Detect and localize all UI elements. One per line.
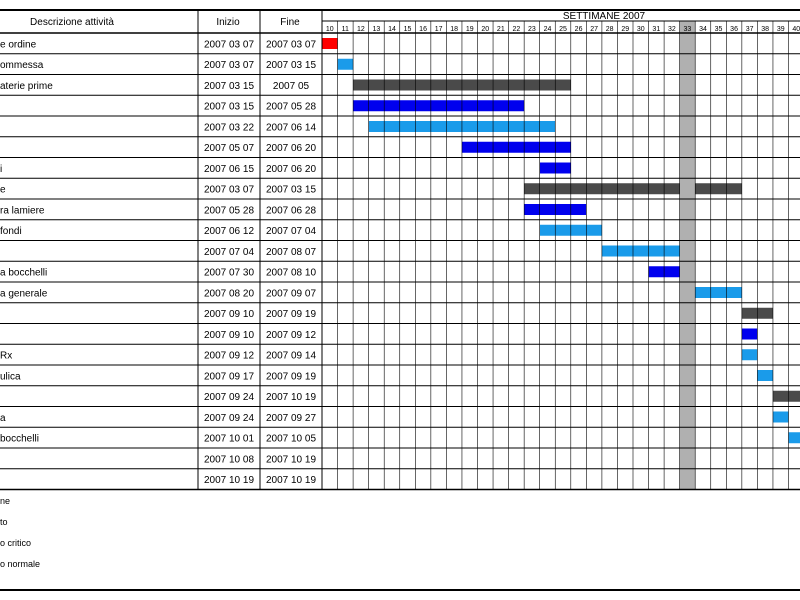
task-description: Rx <box>0 350 13 362</box>
bar-row20 <box>789 432 800 443</box>
task-start-date: 2007 09 17 <box>203 371 255 383</box>
legend-item-normal: o normale <box>0 559 41 569</box>
bar-row8-part2 <box>695 183 742 194</box>
task-description: ulica <box>0 371 21 383</box>
week-tick-label-15: 15 <box>403 26 412 33</box>
week-tick-label-18: 18 <box>450 26 459 33</box>
week-tick-label-20: 20 <box>481 26 490 33</box>
task-description: aterie prime <box>0 80 53 92</box>
task-end-date: 2007 10 19 <box>265 454 317 466</box>
task-end-date: 2007 09 19 <box>265 309 317 321</box>
week-tick-label-31: 31 <box>652 26 661 33</box>
bar-row15 <box>742 329 758 340</box>
week-tick-label-37: 37 <box>745 26 754 33</box>
task-start-date: 2007 07 30 <box>203 267 255 279</box>
task-start-date: 2007 03 07 <box>203 39 255 51</box>
task-description: a bocchelli <box>0 267 48 279</box>
header-weeks-label: SETTIMANE 2007 <box>562 11 646 22</box>
task-end-date: 2007 05 <box>272 80 310 92</box>
week-tick-label-38: 38 <box>761 26 770 33</box>
week-tick-label-17: 17 <box>434 26 443 33</box>
task-end-date: 2007 09 27 <box>265 412 317 424</box>
week-tick-label-19: 19 <box>465 26 474 33</box>
week-tick-label-12: 12 <box>356 26 365 33</box>
bar-row17 <box>757 370 773 381</box>
task-start-date: 2007 07 04 <box>203 246 255 258</box>
task-end-date: 2007 09 07 <box>265 288 317 300</box>
task-start-date: 2007 09 10 <box>203 309 255 321</box>
bar-row2 <box>338 59 354 70</box>
task-end-date: 2007 03 15 <box>265 184 317 196</box>
week-tick-label-21: 21 <box>496 26 505 33</box>
header-end-label: Fine <box>280 17 300 28</box>
bar-row11 <box>602 246 680 257</box>
task-start-date: 2007 06 12 <box>203 226 255 238</box>
task-description: a generale <box>0 288 48 300</box>
week-tick-label-26: 26 <box>574 26 583 33</box>
week-tick-label-32: 32 <box>667 26 676 33</box>
bottom-border <box>0 589 800 591</box>
task-end-date: 2007 09 19 <box>265 371 317 383</box>
task-description: bocchelli <box>0 433 39 445</box>
task-description: e <box>0 184 6 196</box>
task-description: fondi <box>0 226 22 238</box>
task-end-date: 2007 10 19 <box>265 475 317 487</box>
task-start-date: 2007 05 28 <box>203 205 255 217</box>
highlight-week-column <box>680 21 696 490</box>
bar-row18 <box>773 391 800 402</box>
task-start-date: 2007 03 07 <box>203 184 255 196</box>
week-tick-label-25: 25 <box>559 26 567 33</box>
task-end-date: 2007 06 20 <box>265 163 317 175</box>
week-tick-label-30: 30 <box>636 26 645 33</box>
task-start-date: 2007 09 12 <box>203 350 255 362</box>
bar-row13 <box>695 287 742 298</box>
task-end-date: 2007 09 12 <box>265 329 317 341</box>
task-start-date: 2007 09 24 <box>203 412 255 424</box>
week-tick-label-39: 39 <box>776 26 785 33</box>
week-tick-label-27: 27 <box>590 26 599 33</box>
task-start-date: 2007 10 19 <box>203 475 255 487</box>
legend-item-activity: to <box>0 517 8 527</box>
task-start-date: 2007 10 08 <box>203 454 255 466</box>
task-end-date: 2007 08 10 <box>265 267 317 279</box>
week-tick-label-28: 28 <box>605 26 614 33</box>
task-description: ra lamiere <box>0 205 45 217</box>
task-end-date: 2007 06 28 <box>265 205 317 217</box>
task-start-date: 2007 03 15 <box>203 101 255 113</box>
task-start-date: 2007 03 15 <box>203 80 255 92</box>
bar-row16 <box>742 349 758 360</box>
bar-row19 <box>773 412 789 423</box>
task-end-date: 2007 06 14 <box>265 122 317 134</box>
week-tick-label-16: 16 <box>419 26 427 33</box>
week-tick-label-33: 33 <box>683 26 692 33</box>
week-tick-label-14: 14 <box>388 26 396 33</box>
bar-row4 <box>353 100 524 111</box>
task-description: i <box>0 163 3 175</box>
legend-item-milestone: ne <box>0 496 11 506</box>
week-tick-label-13: 13 <box>372 26 381 33</box>
task-start-date: 2007 03 22 <box>203 122 255 134</box>
week-tick-label-23: 23 <box>528 26 536 33</box>
task-end-date: 2007 03 07 <box>265 39 317 51</box>
legend-item-critical: o critico <box>0 538 32 548</box>
task-end-date: 2007 10 05 <box>265 433 317 445</box>
week-tick-label-24: 24 <box>543 26 552 33</box>
bar-row6 <box>462 142 571 153</box>
task-start-date: 2007 10 01 <box>203 433 255 445</box>
week-tick-label-11: 11 <box>341 26 349 33</box>
header-start-label: Inizio <box>216 17 240 28</box>
task-description: a <box>0 412 6 424</box>
task-start-date: 2007 09 10 <box>203 329 255 341</box>
week-tick-label-22: 22 <box>512 26 521 33</box>
week-tick-label-36: 36 <box>730 26 738 33</box>
task-start-date: 2007 05 07 <box>203 143 255 155</box>
task-end-date: 2007 07 04 <box>265 226 317 238</box>
week-tick-label-10: 10 <box>325 26 334 33</box>
task-start-date: 2007 06 15 <box>203 163 255 175</box>
task-start-date: 2007 08 20 <box>203 288 255 300</box>
week-tick-label-29: 29 <box>621 26 630 33</box>
task-start-date: 2007 09 24 <box>203 392 255 404</box>
task-start-date: 2007 03 07 <box>203 60 255 72</box>
week-tick-label-40: 40 <box>792 26 800 33</box>
task-description: ommessa <box>0 60 44 72</box>
task-end-date: 2007 09 14 <box>265 350 317 362</box>
task-end-date: 2007 10 19 <box>265 392 317 404</box>
week-tick-label-34: 34 <box>699 26 707 33</box>
task-end-date: 2007 05 28 <box>265 101 317 113</box>
week-tick-label-35: 35 <box>714 26 723 33</box>
task-end-date: 2007 06 20 <box>265 143 317 155</box>
task-description: e ordine <box>0 39 37 51</box>
task-end-date: 2007 03 15 <box>265 60 317 72</box>
task-end-date: 2007 08 07 <box>265 246 317 258</box>
header-description-label: Descrizione attività <box>30 17 114 28</box>
bar-row1 <box>322 38 338 49</box>
chart-background <box>680 21 696 490</box>
